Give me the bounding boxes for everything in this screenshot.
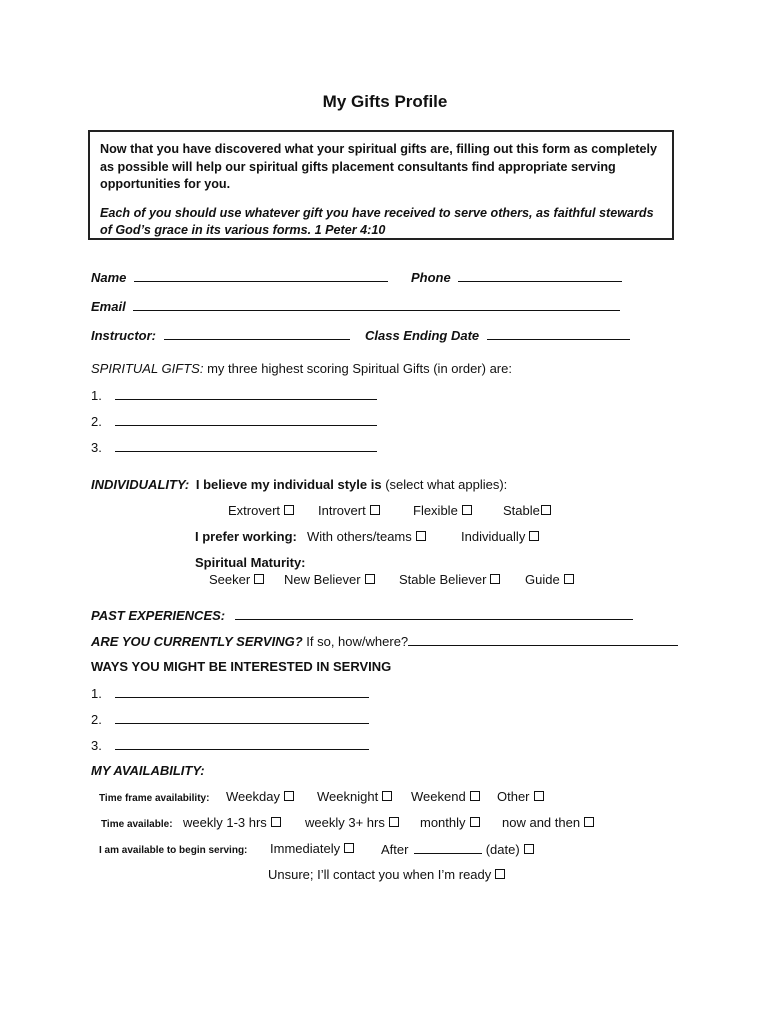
email-label: Email — [91, 299, 126, 314]
spiritual-gifts-label: SPIRITUAL GIFTS: — [91, 361, 204, 376]
working-individually[interactable]: Individually — [461, 529, 539, 544]
page-title: My Gifts Profile — [322, 92, 448, 111]
checkbox[interactable] — [490, 574, 500, 584]
begin-after[interactable]: After (date) — [381, 841, 534, 857]
individuality-statement: I believe my individual style is — [195, 477, 382, 492]
style-introvert[interactable]: Introvert — [318, 503, 380, 518]
begin-label: I am available to begin serving: — [99, 845, 248, 856]
checkbox[interactable] — [495, 869, 505, 879]
checkbox[interactable] — [584, 817, 594, 827]
begin-immediately[interactable]: Immediately — [270, 841, 354, 856]
working-with-others[interactable]: With others/teams — [307, 529, 426, 544]
class-ending-row — [365, 327, 630, 343]
maturity-label: Spiritual Maturity: — [195, 555, 306, 570]
time-frame-weekend[interactable]: Weekend — [411, 789, 480, 804]
time-frame-other[interactable]: Other — [497, 789, 544, 804]
checkbox[interactable] — [541, 505, 551, 515]
instructor-field[interactable] — [164, 327, 350, 340]
checkbox[interactable] — [344, 843, 354, 853]
class-ending-field[interactable] — [487, 327, 630, 340]
individuality-hint: (select what applies): — [385, 477, 508, 492]
serving-label: ARE YOU CURRENTLY SERVING? — [91, 634, 303, 649]
checkbox[interactable] — [529, 531, 539, 541]
email-field[interactable] — [133, 298, 620, 311]
begin-row — [99, 841, 247, 856]
availability-label: MY AVAILABILITY: — [91, 763, 205, 778]
maturity-stable-believer[interactable]: Stable Believer — [399, 572, 500, 587]
gift-2-field[interactable] — [115, 413, 377, 426]
list-item: 3. — [91, 737, 369, 753]
list-item: 1. — [91, 685, 369, 701]
style-extrovert[interactable]: Extrovert — [228, 503, 294, 518]
past-experiences-label: PAST EXPERIENCES: — [91, 608, 226, 623]
checkbox[interactable] — [470, 817, 480, 827]
checkbox[interactable] — [524, 844, 534, 854]
time-available-row — [101, 815, 173, 830]
begin-date-field[interactable] — [414, 841, 482, 854]
spiritual-gifts-row — [91, 361, 512, 376]
checkbox[interactable] — [284, 791, 294, 801]
past-experiences-row — [91, 607, 633, 623]
serving-text: If so, how/where? — [306, 634, 409, 649]
phone-row — [411, 269, 622, 285]
time-frame-weekday[interactable]: Weekday — [226, 789, 294, 804]
time-available-1-3[interactable]: weekly 1-3 hrs — [183, 815, 281, 830]
list-item: 2. — [91, 711, 369, 727]
gift-1-field[interactable] — [115, 387, 377, 400]
ways-1-field[interactable] — [115, 685, 369, 698]
checkbox[interactable] — [365, 574, 375, 584]
instructor-row — [91, 327, 350, 343]
individuality-row — [91, 477, 507, 492]
working-row — [195, 529, 297, 544]
intro-paragraph: Now that you have discovered what your spiritual gifts are, filling out this form as completely as possible will help our spiritual gifts placement consultants find appropriate serving opportunities for you. — [100, 142, 658, 191]
serving-field[interactable] — [408, 633, 678, 646]
checkbox[interactable] — [382, 791, 392, 801]
time-frame-row — [99, 789, 209, 804]
name-label: Name — [91, 270, 127, 285]
maturity-guide[interactable]: Guide — [525, 572, 574, 587]
time-frame-label: Time frame availability: — [99, 793, 210, 804]
checkbox[interactable] — [470, 791, 480, 801]
checkbox[interactable] — [254, 574, 264, 584]
ways-label: WAYS YOU MIGHT BE INTERESTED IN SERVING — [91, 659, 392, 674]
working-label: I prefer working: — [195, 529, 297, 544]
class-ending-label: Class Ending Date — [365, 328, 480, 343]
name-row — [91, 269, 388, 285]
begin-unsure[interactable]: Unsure; I’ll contact you when I’m ready — [268, 867, 505, 882]
checkbox[interactable] — [389, 817, 399, 827]
maturity-seeker[interactable]: Seeker — [209, 572, 264, 587]
email-row — [91, 298, 620, 314]
time-available-monthly[interactable]: monthly — [420, 815, 480, 830]
style-flexible[interactable]: Flexible — [413, 503, 472, 518]
list-item: 3. — [91, 439, 377, 455]
checkbox[interactable] — [416, 531, 426, 541]
maturity-new-believer[interactable]: New Believer — [284, 572, 375, 587]
phone-field[interactable] — [458, 269, 622, 282]
time-available-now-and-then[interactable]: now and then — [502, 815, 594, 830]
checkbox[interactable] — [462, 505, 472, 515]
past-experiences-field[interactable] — [235, 607, 633, 620]
phone-label: Phone — [411, 270, 451, 285]
time-available-3-plus[interactable]: weekly 3+ hrs — [305, 815, 399, 830]
intro-box — [88, 130, 674, 240]
spiritual-gifts-text: my three highest scoring Spiritual Gifts (in order) are: — [207, 361, 512, 376]
time-available-label: Time available: — [101, 819, 173, 830]
ways-2-field[interactable] — [115, 711, 369, 724]
serving-row — [91, 633, 678, 649]
checkbox[interactable] — [271, 817, 281, 827]
checkbox[interactable] — [564, 574, 574, 584]
instructor-label: Instructor: — [91, 328, 156, 343]
time-frame-weeknight[interactable]: Weeknight — [317, 789, 392, 804]
style-stable[interactable]: Stable — [503, 503, 551, 518]
list-item: 2. — [91, 413, 377, 429]
scripture-quote: Each of you should use whatever gift you have received to serve others, as faithful stewards of God’s grace in its various forms. 1 Peter 4:10 — [100, 205, 654, 237]
ways-3-field[interactable] — [115, 737, 369, 750]
name-field[interactable] — [134, 269, 388, 282]
gift-3-field[interactable] — [115, 439, 377, 452]
individuality-label: INDIVIDUALITY: — [91, 477, 190, 492]
checkbox[interactable] — [284, 505, 294, 515]
checkbox[interactable] — [370, 505, 380, 515]
list-item: 1. — [91, 387, 377, 403]
checkbox[interactable] — [534, 791, 544, 801]
